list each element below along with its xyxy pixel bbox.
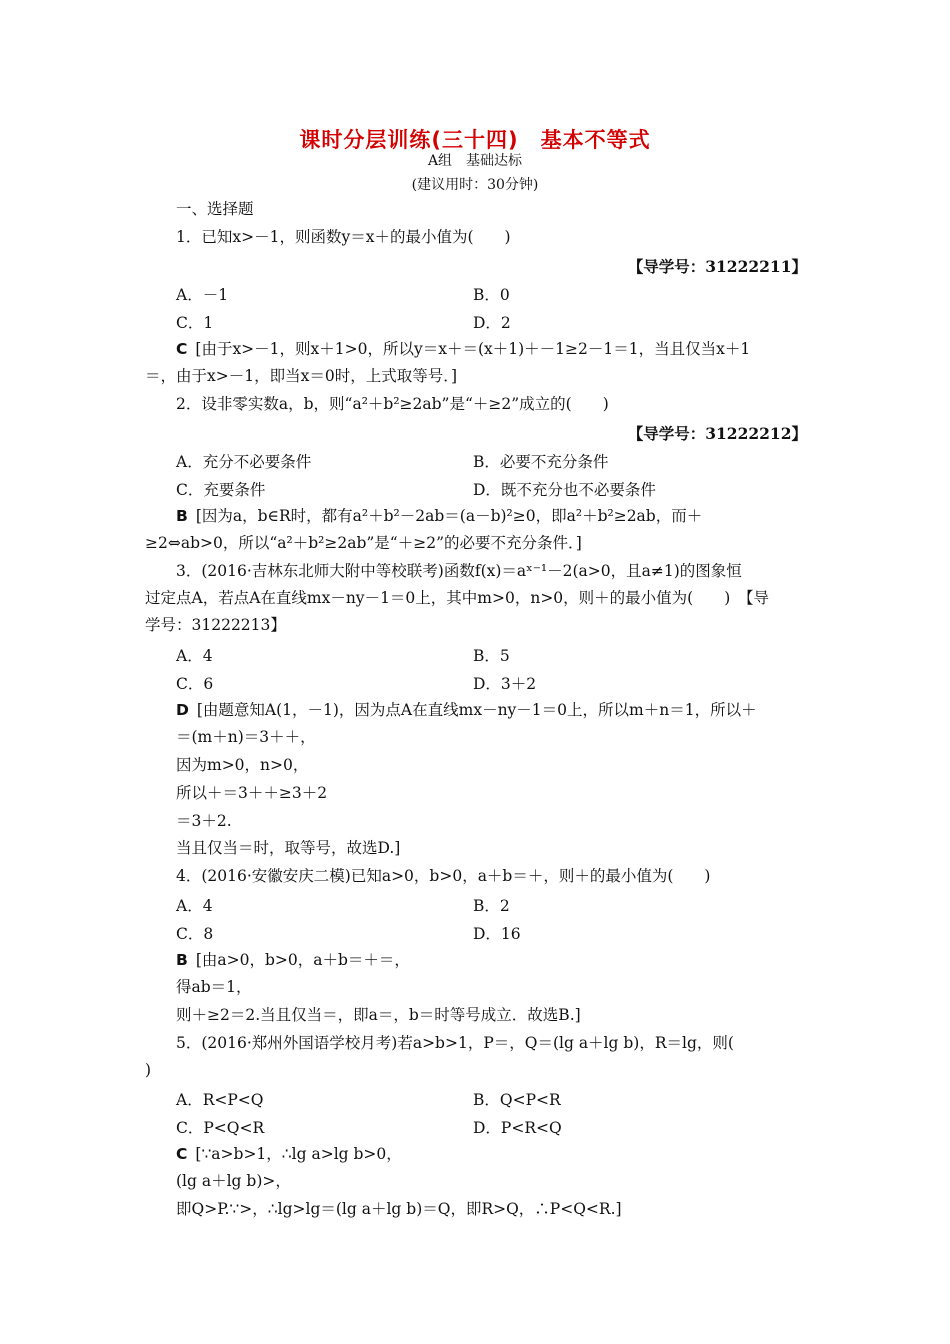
q1-option-d: D．2: [473, 314, 511, 332]
page-title: 课时分层训练(三十四) 基本不等式: [299, 128, 651, 152]
q3-answer-line3: 因为m>0，n>0，: [176, 756, 309, 774]
q2-answer-cont: ≥2⇔ab>0，所以“a²＋b²≥2ab”是“＋≥2”的必要不充分条件．]: [145, 534, 582, 552]
q2-answer-text: [因为a，b∈R时，都有a²＋b²－2ab＝(a－b)²≥0，即a²＋b²≥2ab，而＋: [195, 507, 703, 525]
q1-answer: [176, 339, 750, 359]
q2-answer: [176, 506, 702, 526]
q3-answer-line2: ＝(m＋n)＝3＋＋，: [176, 728, 316, 746]
q1-stem: 1．已知x>－1，则函数y＝x＋的最小值为( ): [176, 228, 511, 246]
q4-stem: 4．(2016·安徽安庆二模)已知a>0，b>0，a＋b＝＋，则＋的最小值为( ): [176, 867, 711, 885]
q5-answer-letter: C: [176, 1145, 188, 1163]
q3-option-a: A．4: [176, 647, 213, 665]
q5-stem-line2: ): [145, 1061, 152, 1079]
q4-option-a: A．4: [176, 897, 213, 915]
q5-option-c: C．P<Q<R: [176, 1119, 265, 1137]
q2-option-a: A．充分不必要条件: [176, 453, 312, 471]
q2-stem: 2．设非零实数a，b，则“a²＋b²≥2ab”是“＋≥2”成立的( ): [176, 395, 609, 413]
q3-stem-line1: 3．(2016·吉林东北师大附中等校联考)函数f(x)＝aˣ⁻¹－2(a>0，且a≠1)的图象恒: [176, 562, 742, 580]
q4-answer-letter: B: [176, 951, 188, 969]
q3-option-b: B．5: [473, 647, 510, 665]
q3-stem-line3: 学号：31222213】: [145, 616, 286, 634]
q5-answer-text: [∵a>b>1，∴lg a>lg b>0，: [195, 1145, 402, 1163]
q1-answer-cont: ＝，由于x>－1，即当x＝0时，上式取等号．]: [145, 367, 457, 385]
q3-answer: [176, 700, 757, 720]
q5-answer: [176, 1144, 402, 1164]
q1-ref: 【导学号：31222211】: [627, 257, 807, 276]
q3-option-c: C．6: [176, 675, 214, 693]
q5-answer-line2: (lg a＋lg b)>，: [176, 1172, 291, 1190]
q3-stem-line2: 过定点A，若点A在直线mx－ny－1＝0上，其中m>0，n>0，则＋的最小值为( ) 【导: [145, 589, 770, 607]
q3-answer-line5: ＝3＋2.: [176, 812, 232, 830]
q4-answer-line2: 得ab＝1，: [176, 978, 252, 996]
q2-ref: 【导学号：31222212】: [627, 424, 807, 443]
q1-option-c: C．1: [176, 314, 214, 332]
q2-option-b: B．必要不充分条件: [473, 453, 609, 471]
q4-answer: [176, 950, 410, 970]
q4-answer-line3: 则＋≥2＝2.当且仅当＝，即a＝，b＝时等号成立．故选B.]: [176, 1006, 581, 1024]
q3-answer-line6: 当且仅当＝时，取等号，故选D.]: [176, 839, 401, 857]
q5-option-d: D．P<R<Q: [473, 1119, 562, 1137]
q3-answer-letter: D: [176, 701, 189, 719]
q3-answer-line4: 所以＋＝3＋＋≥3＋2: [176, 784, 328, 802]
q4-option-c: C．8: [176, 925, 214, 943]
q4-answer-text: [由a>0，b>0，a＋b＝＋＝，: [195, 951, 410, 969]
q4-option-d: D．16: [473, 925, 521, 943]
q5-answer-line3: 即Q>P.∵>，∴lg>lg＝(lg a＋lg b)＝Q，即R>Q，∴P<Q<R.]: [176, 1200, 622, 1218]
suggested-time: (建议用时：30分钟): [411, 177, 539, 193]
q3-answer-text: [由题意知A(1，－1)，因为点A在直线mx－ny－1＝0上，所以m＋n＝1，所以＋: [196, 701, 757, 719]
q2-option-c: C．充要条件: [176, 481, 266, 499]
q2-option-d: D．既不充分也不必要条件: [473, 481, 656, 499]
q5-option-b: B．Q<P<R: [473, 1091, 561, 1109]
q1-answer-text: [由于x>－1，则x＋1>0，所以y＝x＋＝(x＋1)＋－1≥2－1＝1，当且仅当x＋1: [195, 340, 751, 358]
q5-stem-line1: 5．(2016·郑州外国语学校月考)若a>b>1，P＝，Q＝(lg a＋lg b)，R＝lg，则(: [176, 1034, 734, 1052]
q1-option-a: A．－1: [176, 286, 229, 304]
q1-option-b: B．0: [473, 286, 510, 304]
q4-option-b: B．2: [473, 897, 510, 915]
q1-answer-letter: C: [176, 340, 188, 358]
q2-answer-letter: B: [176, 507, 188, 525]
section-heading: 一、选择题: [176, 200, 254, 218]
group-label: A组 基础达标: [427, 153, 523, 169]
q5-option-a: A．R<P<Q: [176, 1091, 264, 1109]
q3-option-d: D．3＋2: [473, 675, 537, 693]
